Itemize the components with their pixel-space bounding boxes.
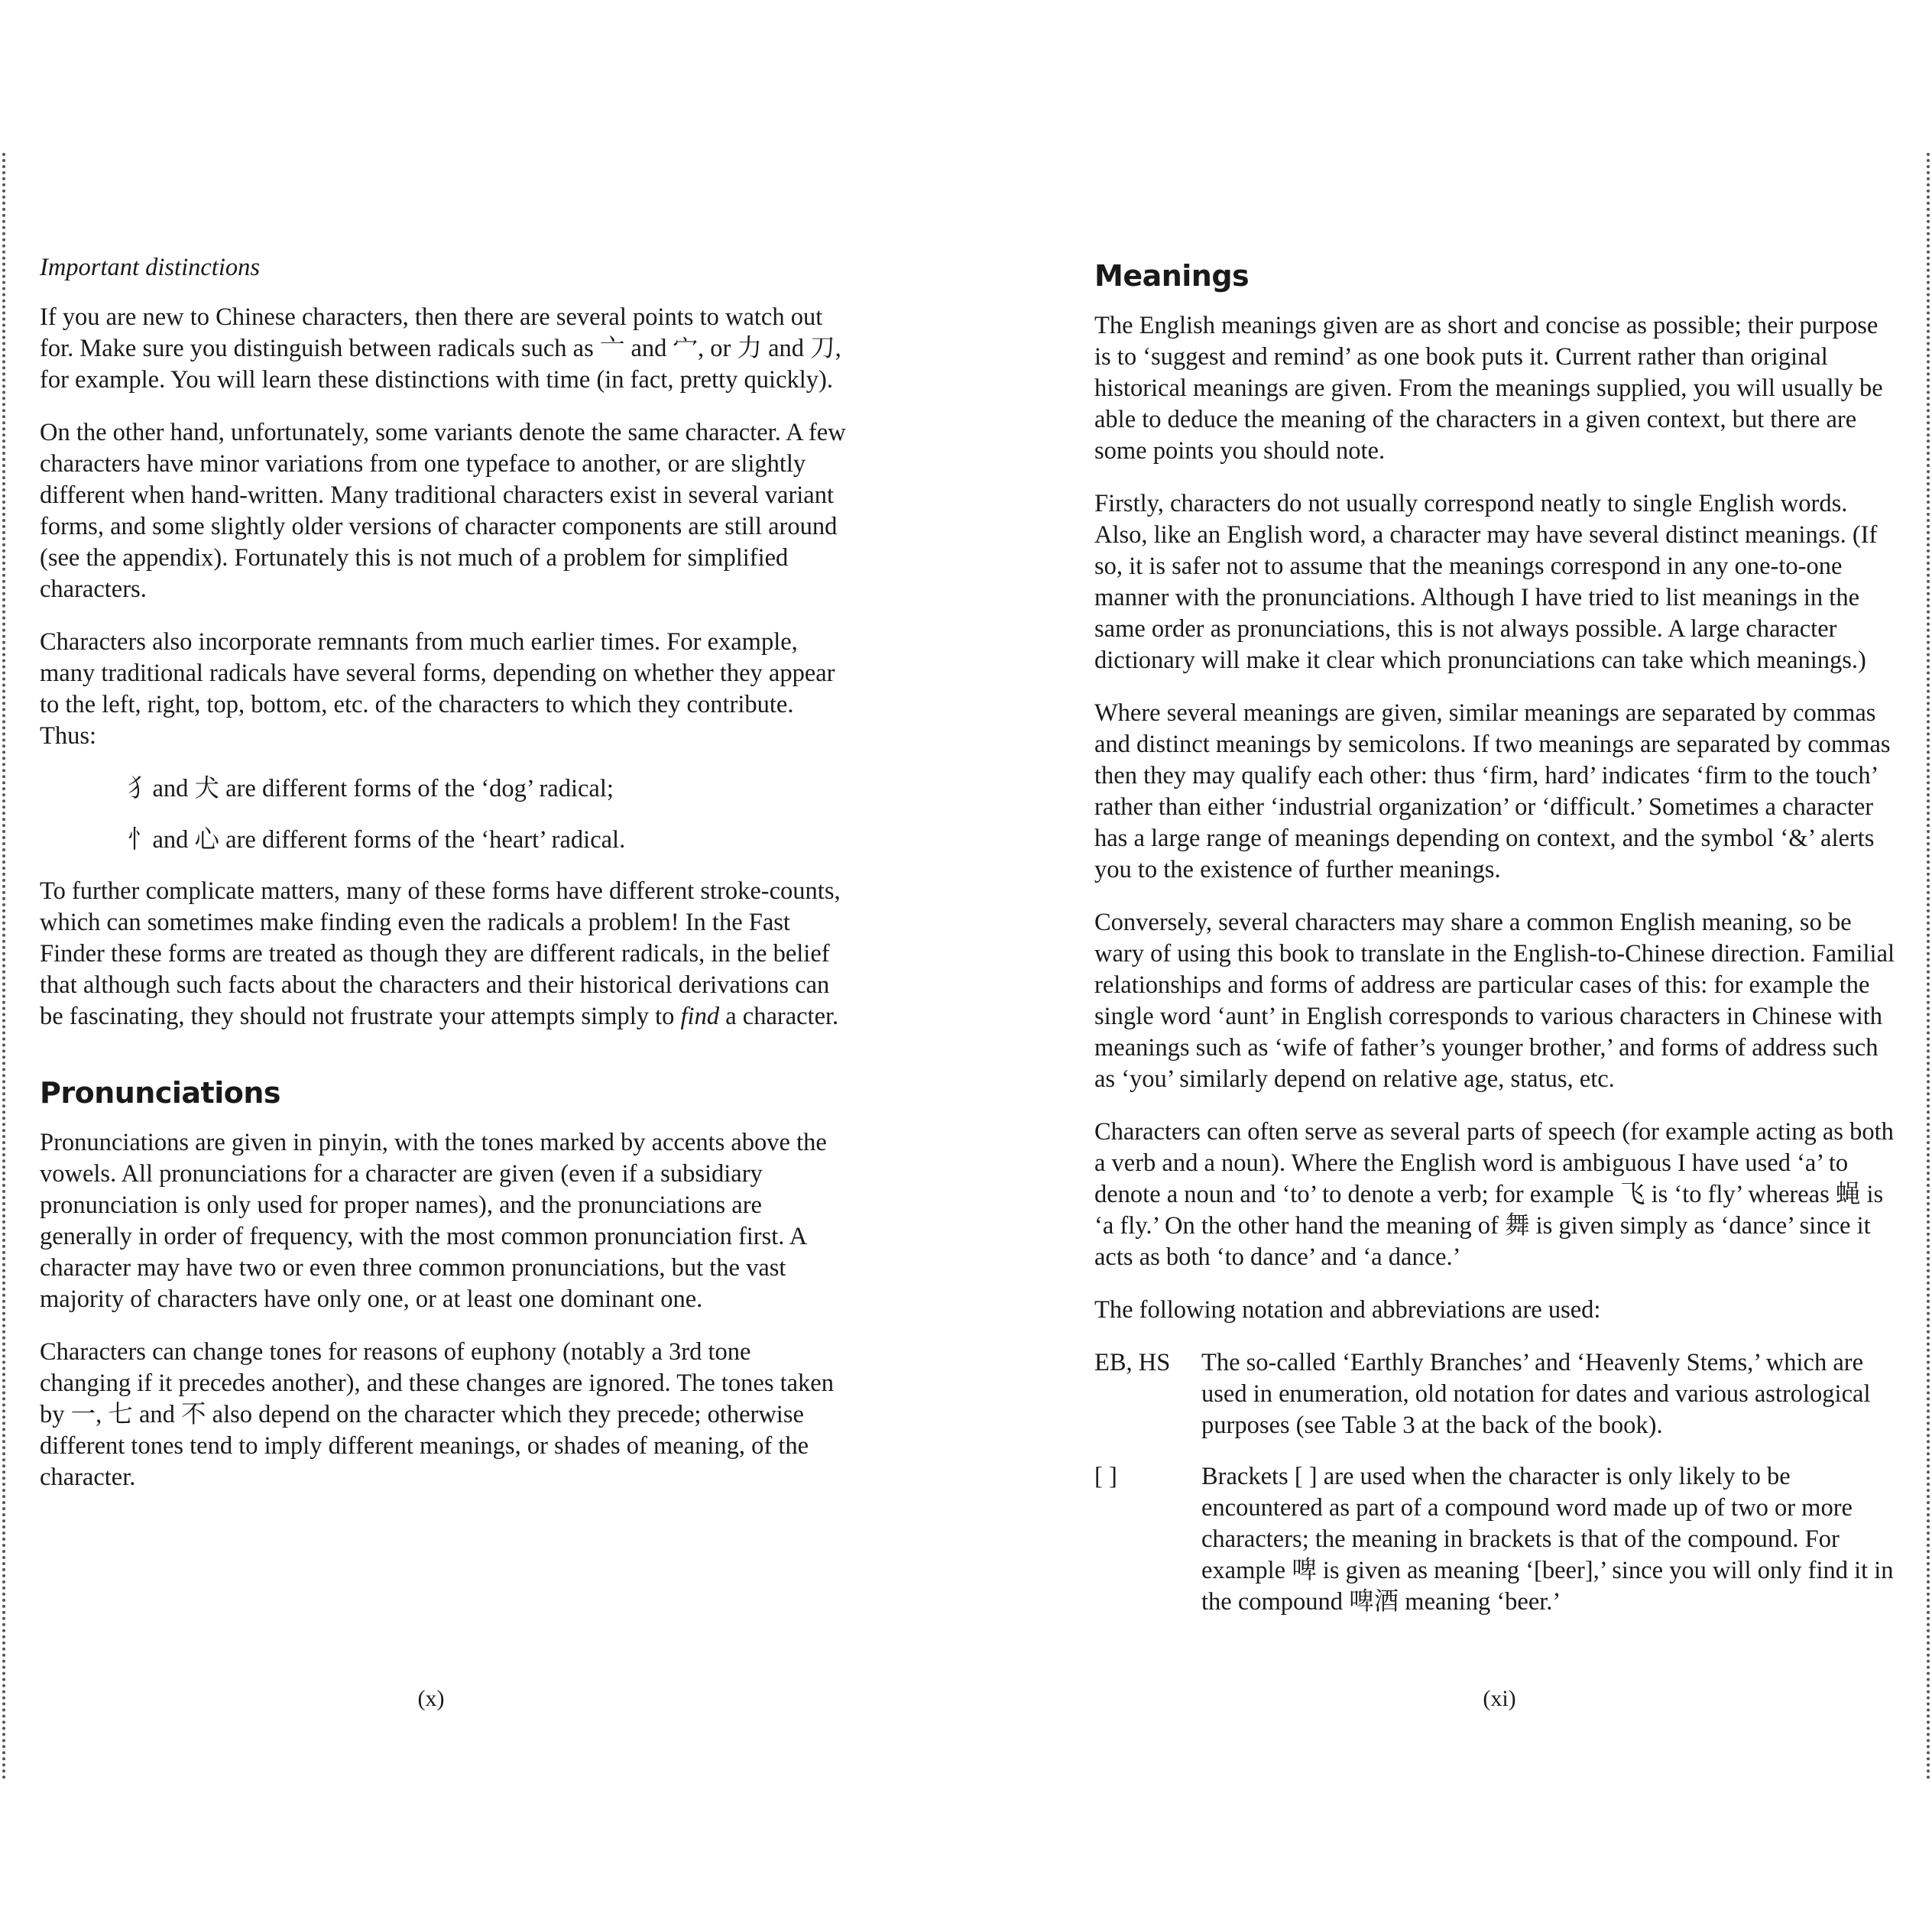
text-run: a character.: [719, 1003, 839, 1030]
right-page: [1094, 252, 1897, 1638]
paragraph: Pronunciations are given in pinyin, with the tones marked by accents above the vowels. All pronunciations for a character are given (even if a subsidiary pronunciation is only used for proper names), and the pronunciations are generally in order of frequency, with the most common pronunciation first. A character may have two or even three common pronunciations, but the vast majority of characters have only one, or at least one dominant one.: [40, 1129, 827, 1313]
paragraph: The following notation and abbreviations are used:: [1094, 1296, 1601, 1324]
paragraph: Conversely, several characters may share a common English meaning, so be wary of using this book to translate in the English-to-Chinese direction. Familial relationships and forms of address are particular cases of this: for example the single word ‘aunt’ in English corresponds to various characters in Chinese with meanings such as ‘wife of father’s younger brother,’ and forms of address such as ‘you’ similarly depend on relative age, status, etc.: [1094, 909, 1895, 1093]
section-heading-meanings: Meanings: [1094, 259, 1250, 293]
radical-example-dog: 犭and 犬 are different forms of the ‘dog’ radical;: [128, 775, 614, 802]
radical-example-heart: 忄and 心 are different forms of the ‘heart’ radical.: [128, 826, 626, 854]
left-page: [40, 252, 846, 1515]
paragraph: [40, 876, 846, 1032]
paragraph: On the other hand, unfortunately, some variants denote the same character. A few characters have minor variations from one typeface to another, or are slightly different when hand-written. Many traditional characters exist in several variant forms, and some slightly older versions of character components are still around (see the appendix). Fortunately this is not much of a problem for simplified characters.: [40, 419, 846, 603]
left-page-edge: [2, 153, 5, 1781]
definition-item-brackets: [1094, 1461, 1897, 1618]
paragraph: The English meanings given are as short and concise as possible; their purpose is to ‘suggest and remind’ as one book puts it. Current rather than original historical meanings are given. From the meanings supplied, you will usually be able to deduce the meaning of the characters in a given context, but there are some points you should note.: [1094, 312, 1883, 465]
page-number-left: (x): [417, 1686, 445, 1711]
section-heading-pronunciations: Pronunciations: [40, 1076, 281, 1110]
definition-item-eb-hs: [1094, 1347, 1897, 1441]
definition-description: The so-called ‘Earthly Branches’ and ‘Heavenly Stems,’ which are used in enumeration, old notation for dates and various astrological purposes (see Table 3 at the back of the book).: [1201, 1349, 1871, 1439]
paragraph: Characters can change tones for reasons of euphony (notably a 3rd tone changing if it precedes another), and these changes are ignored. The tones taken by 一, 七 and 不 also depend on the character which they precede; otherwise different tones tend to imply different meanings, or shades of meaning, of the character.: [40, 1338, 834, 1491]
definition-description: Brackets [ ] are used when the character is only likely to be encountered as part of a compound word made up of two or more characters; the meaning in brackets is that of the compound. For example 啤 is given as meaning ‘[beer],’ since you will only find it in the compound 啤酒 meaning ‘beer.’: [1201, 1463, 1894, 1616]
definition-term: [ ]: [1094, 1463, 1117, 1490]
emphasis-find: find: [680, 1003, 720, 1030]
text-run: To further complicate matters, many of these forms have different stroke-counts, which can sometimes make finding even the radicals a problem! In the Fast Finder these forms are treated as though they are different radicals, in the belief that although such facts about the characters and their historical derivations can be fascinating, they should not frustrate your attempts simply to: [40, 877, 841, 1030]
paragraph: Characters can often serve as several parts of speech (for example acting as both a verb and a noun). Where the English word is ambiguous I have used ‘a’ to denote a noun and ‘to’ to denote a verb; for example 飞 is ‘to fly’ whereas 蝇 is ‘a fly.’ On the other hand the meaning of 舞 is given simply as ‘dance’ since it acts as both ‘to dance’ and ‘a dance.’: [1094, 1118, 1894, 1271]
paragraph: Where several meanings are given, similar meanings are separated by commas and distinct meanings by semicolons. If two meanings are separated by commas then they may qualify each other: thus ‘firm, hard’ indicates ‘firm to the touch’ rather than either ‘industrial organization’ or ‘difficult.’ Sometimes a character has a large range of meanings depending on context, and the symbol ‘&’ alerts you to the existence of further meanings.: [1094, 699, 1891, 883]
subheading-important-distinctions: Important distinctions: [40, 254, 260, 281]
definition-term: EB, HS: [1094, 1349, 1171, 1376]
paragraph: If you are new to Chinese characters, then there are several points to watch out for. Make sure you distinguish between radicals such as 亠 and 宀, or 力 and 刀, for example. You will learn these distinctions with time (in fact, pretty quickly).: [40, 303, 841, 394]
right-page-edge: [1927, 153, 1930, 1781]
page-number-right: (xi): [1483, 1686, 1516, 1711]
paragraph: Characters also incorporate remnants from much earlier times. For example, many traditional radicals have several forms, depending on whether they appear to the left, right, top, bottom, etc. of the characters to which they contribute. Thus:: [40, 628, 835, 750]
paragraph: Firstly, characters do not usually correspond neatly to single English words. Also, like an English word, a character may have several distinct meanings. (If so, it is safer not to assume that the meanings correspond in any one-to-one manner with the pronunciations. Although I have tried to list meanings in the same order as pronunciations, this is not always possible. A large character dictionary will make it clear which pronunciations can take which meanings.): [1094, 490, 1878, 674]
